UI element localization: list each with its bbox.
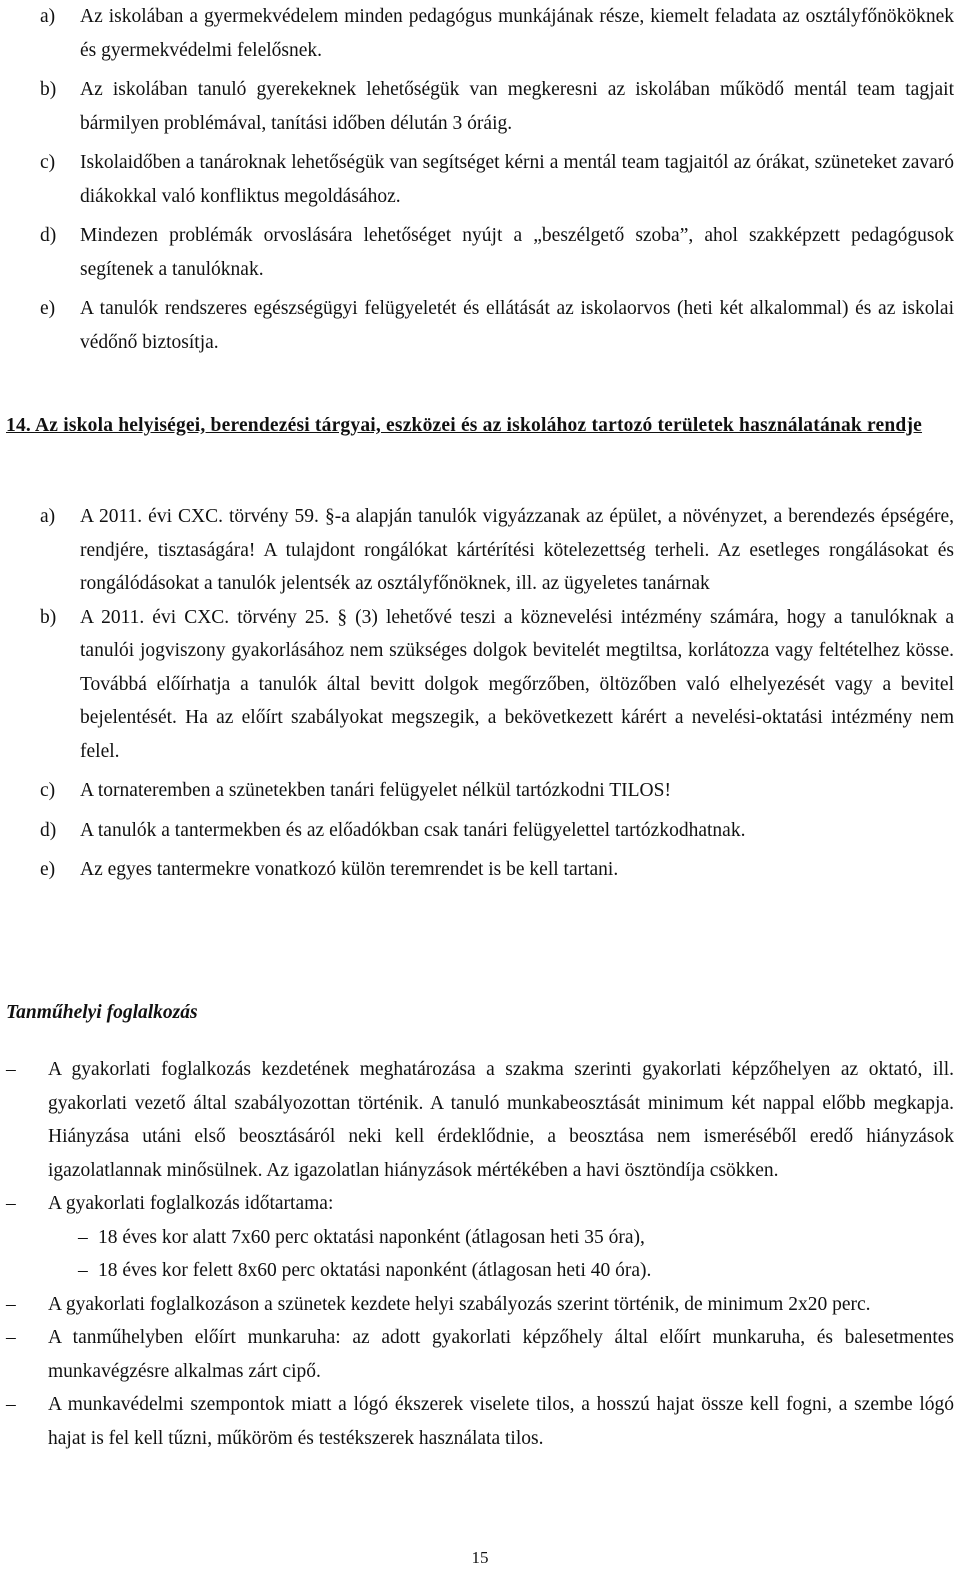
list-item xyxy=(6,73,954,140)
dash-item xyxy=(6,1187,954,1288)
list-item-text: A tanulók a tantermekben és az előadókban csak tanári felügyelettel tartózkodhatnak. xyxy=(80,819,746,841)
list-item xyxy=(6,146,954,213)
list-marker: c) xyxy=(40,152,56,173)
list-marker: b) xyxy=(40,79,57,100)
list-item-text: Iskolaidőben a tanároknak lehetőségük van segítséget kérni a mentál team tagjaitól az órákat, szüneteket zavaró diákokkal való konfliktus megoldásához. xyxy=(80,152,954,207)
list-item-text: Mindezen problémák orvoslására lehetőséget nyújt a „beszélgető szoba”, ahol szakképzett pedagógusok segítenek a tanulóknak. xyxy=(80,225,954,280)
dash-marker: – xyxy=(6,1193,16,1214)
dash-item-text: A gyakorlati foglalkozás kezdetének meghatározása a szakma szerinti gyakorlati képzőhelyen az oktató, ill. gyakorlati vezető által szabályozottan történik. A tanuló munkabeosztását minimum két nappal előbb megkapja. Hiányzása utáni első beosztásáról neki kell érdeklődnie, a beosztása nem ismeréséből eredő hiányzások igazolatlannak minősülnek. Az igazolatlan hiányzások mértékében a havi ösztöndíja csökken. xyxy=(48,1059,954,1181)
sub-marker: – xyxy=(78,1260,88,1281)
list-item-text: A 2011. évi CXC. törvény 25. § (3) lehetővé teszi a köznevelési intézmény számára, hogy a tanulóknak a tanulói jogviszony gyakorlásához nem szükséges dolgok bevitelét megtiltsa, korlátozza vagy feltételhez kösse. Továbbá előírhatja a tanulók által bevitt dolgok megőrzőben, öltözőben való elhelyezését vagy a bevitel bejelentését. Ha az előírt szabályokat megszegik, a bekövetkezett kárért a nevelési-oktatási intézmény nem felel. xyxy=(80,606,954,762)
list-marker: e) xyxy=(40,859,56,880)
list-marker: a) xyxy=(40,506,56,527)
sub-marker: – xyxy=(78,1226,88,1248)
page-number: 15 xyxy=(471,1548,489,1567)
list-marker: a) xyxy=(40,6,56,27)
dash-marker: – xyxy=(6,1394,16,1415)
workshop-subtitle: Tanműhelyi foglalkozás xyxy=(6,1002,198,1023)
list-item xyxy=(6,500,954,601)
list-item xyxy=(6,0,954,67)
dash-item xyxy=(6,1288,954,1322)
list-item xyxy=(6,814,954,848)
dash-item-text: A gyakorlati foglalkozás időtartama: xyxy=(48,1193,334,1214)
list-item-text: Az egyes tantermekre vonatkozó külön teremrendet is be kell tartani. xyxy=(80,859,619,880)
sub-item xyxy=(6,1221,954,1255)
sub-item xyxy=(6,1254,954,1288)
list-marker: d) xyxy=(40,225,57,246)
dash-marker: – xyxy=(6,1293,16,1315)
sub-item-text: 18 éves kor alatt 7x60 perc oktatási naponként (átlagosan heti 35 óra), xyxy=(98,1226,645,1248)
list-item xyxy=(6,601,954,769)
list-marker: c) xyxy=(40,780,56,801)
list-item-text: Az iskolában a gyermekvédelem minden pedagógus munkájának része, kiemelt feladata az osztályfőnököknek és gyermekvédelmi felelősnek. xyxy=(80,6,954,61)
list-item-text: A 2011. évi CXC. törvény 59. §-a alapján tanulók vigyázzanak az épület, a növényzet, a berendezés épségére, rendjére, tisztaságára! A tulajdont rongálókat kártérítési kötelezettség terheli. Az esetleges rongálásokat és rongálódásokat a tanulók jelentsék az osztályfőnöknek, ill. az ügyeletes tanárnak xyxy=(80,506,954,594)
dash-item xyxy=(6,1388,954,1455)
sub-item-text: 18 éves kor felett 8x60 perc oktatási naponként (átlagosan heti 40 óra). xyxy=(98,1260,652,1281)
list-marker: e) xyxy=(40,298,56,319)
list-item xyxy=(6,292,954,359)
premises-rules-list xyxy=(6,500,954,893)
list-item-text: A tanulók rendszeres egészségügyi felügyeletét és ellátását az iskolaorvos (heti két alkalommal) és az iskolai védőnő biztosítja. xyxy=(80,298,954,353)
list-marker: b) xyxy=(40,606,57,628)
section-number: 14. xyxy=(6,415,31,436)
list-item xyxy=(6,853,954,887)
duration-sublist xyxy=(6,1221,954,1288)
dash-item-text: A tanműhelyben előírt munkaruha: az adott gyakorlati képzőhely által előírt munkaruha, és balesetmentes munkavégzésre alkalmas zárt cipő. xyxy=(48,1327,954,1382)
child-protection-list xyxy=(6,0,954,365)
section-heading xyxy=(6,409,954,442)
list-item-text: A tornateremben a szünetekben tanári felügyelet nélkül tartózkodni TILOS! xyxy=(80,780,671,801)
list-item-text: Az iskolában tanuló gyerekeknek lehetőségük van megkeresni az iskolában működő mentál team tagjait bármilyen problémával, tanítási időben délután 3 óráig. xyxy=(80,79,954,134)
list-item xyxy=(6,774,954,808)
section-title: Az iskola helyiségei, berendezési tárgyai, eszközei és az iskolához tartozó területek használatának rendje xyxy=(34,415,923,436)
dash-item xyxy=(6,1053,954,1187)
workshop-rules-list xyxy=(6,1053,954,1455)
dash-item xyxy=(6,1321,954,1388)
list-marker: d) xyxy=(40,819,57,841)
dash-marker: – xyxy=(6,1059,16,1080)
dash-marker: – xyxy=(6,1327,16,1348)
list-item xyxy=(6,219,954,286)
dash-item-text: A gyakorlati foglalkozáson a szünetek kezdete helyi szabályozás szerint történik, de minimum 2x20 perc. xyxy=(48,1293,871,1315)
dash-item-text: A munkavédelmi szempontok miatt a lógó ékszerek viselete tilos, a hosszú hajat össze kell fogni, a szembe lógó hajat is fel kell tűzni, műköröm és testékszerek használata tilos. xyxy=(48,1394,954,1449)
